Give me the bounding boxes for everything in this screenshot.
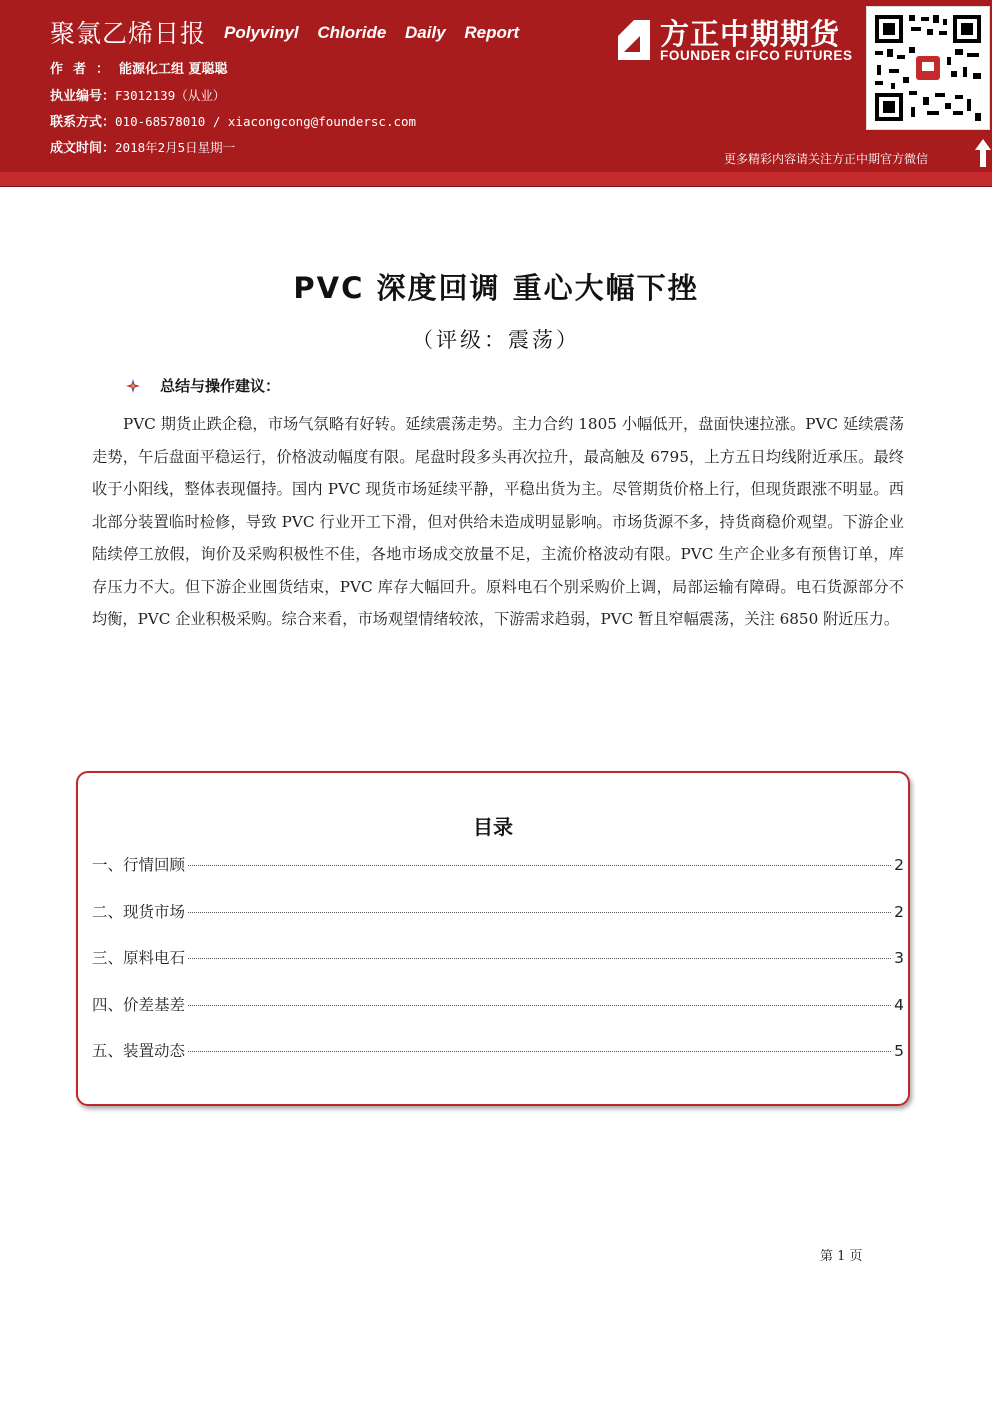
table-of-contents (76, 771, 910, 1106)
toc-item-label: 一、行情回顾 (92, 856, 186, 874)
meta-value: 010-68578010 / xiacongcong@foundersc.com (115, 114, 417, 129)
wechat-follow-note: 更多精彩内容请关注方正中期官方微信 (724, 152, 929, 166)
meta-label: 联系方式： (50, 115, 116, 130)
toc-item-page: 3 (894, 949, 904, 967)
toc-leader-dots (188, 912, 891, 913)
logo-name: 方正中期期货 (660, 17, 841, 51)
report-header (0, 0, 992, 172)
meta-row-license (50, 86, 416, 112)
toc-list (92, 853, 904, 1086)
qr-code (866, 6, 990, 130)
toc-item-label: 三、原料电石 (92, 949, 186, 967)
meta-value: 能源化工组 夏聪聪 (119, 62, 228, 77)
summary-title: 总结与操作建议： (160, 377, 281, 395)
toc-item-label: 五、装置动态 (92, 1042, 186, 1060)
page-number: 第 1 页 (820, 1249, 863, 1264)
report-title-cn: 聚氯乙烯日报 (50, 19, 207, 48)
meta-value: F3012139（从业） (115, 88, 226, 103)
toc-leader-dots (188, 1051, 891, 1052)
toc-title: 目录 (473, 815, 513, 839)
toc-leader-dots (188, 865, 891, 866)
toc-item-plant-status[interactable] (92, 1039, 904, 1086)
logo-english-name: FOUNDER CIFCO FUTURES (660, 48, 853, 63)
toc-item-label: 四、价差基差 (92, 995, 186, 1014)
toc-item-label: 二、现货市场 (92, 902, 186, 921)
toc-item-market-review[interactable] (92, 853, 904, 900)
founder-logo-icon (604, 16, 654, 66)
header-divider (0, 172, 992, 187)
meta-label: 成文时间： (50, 141, 116, 156)
toc-item-page: 2 (894, 856, 904, 874)
meta-label: 作者： (50, 62, 120, 77)
company-logo (604, 14, 856, 70)
meta-row-date (50, 138, 416, 164)
meta-row-author (50, 60, 416, 86)
bullet-icon (126, 379, 140, 393)
toc-item-page: 4 (894, 995, 904, 1014)
meta-row-contact (50, 112, 416, 138)
meta-value: 2018年2月5日星期一 (115, 140, 236, 155)
up-arrow-icon (974, 138, 992, 168)
summary-paragraph: PVC 期货止跌企稳，市场气氛略有好转。延续震荡走势。主力合约 1805 小幅低开，盘面快速拉涨。PVC 延续震荡走势，午后盘面平稳运行，价格波动幅度有限。尾盘时段多头再次拉升，最高触及 6795，上方五日均线附近承压。最终收于小阳线，整体表现僵持。国内 PVC 现货市场延续平静，平稳出货为主。尽管期货价格上行，但现货跟涨不明显。西北部分装置临时检修，导致 PVC 行业开工下滑，但对供给未造成明显影响。市场货源不多，持货商稳价观望。下游企业陆续停工放假，询价及采购积极性不佳，各地市场成交放量不足，主流价格波动有限。PVC 生产企业多有预售订单，库存压力不大。但下游企业囤货结束，PVC 库存大幅回升。原料电石个别采购价上调，局部运输有障碍。电石货源部分不均衡，PVC 企业积极采购。综合来看，市场观望情绪较浓，下游需求趋弱，PVC 暂且窄幅震荡，关注 6850 附近压力。 (92, 415, 904, 628)
document-rating: （评级：震荡） (412, 328, 580, 352)
qr-code-icon (867, 7, 989, 129)
author-meta (50, 60, 416, 164)
toc-item-spread-basis[interactable] (92, 993, 904, 1040)
toc-item-page: 5 (894, 1042, 904, 1060)
toc-item-page: 2 (894, 902, 904, 921)
document-title: PVC 深度回调 重心大幅下挫 (293, 271, 699, 305)
toc-leader-dots (188, 958, 891, 959)
report-title-en: Polyvinyl Chloride Daily Report (224, 23, 520, 42)
toc-item-spot-market[interactable] (92, 900, 904, 947)
toc-item-calcium-carbide[interactable] (92, 946, 904, 993)
meta-label: 执业编号： (50, 89, 116, 104)
toc-leader-dots (188, 1005, 891, 1006)
